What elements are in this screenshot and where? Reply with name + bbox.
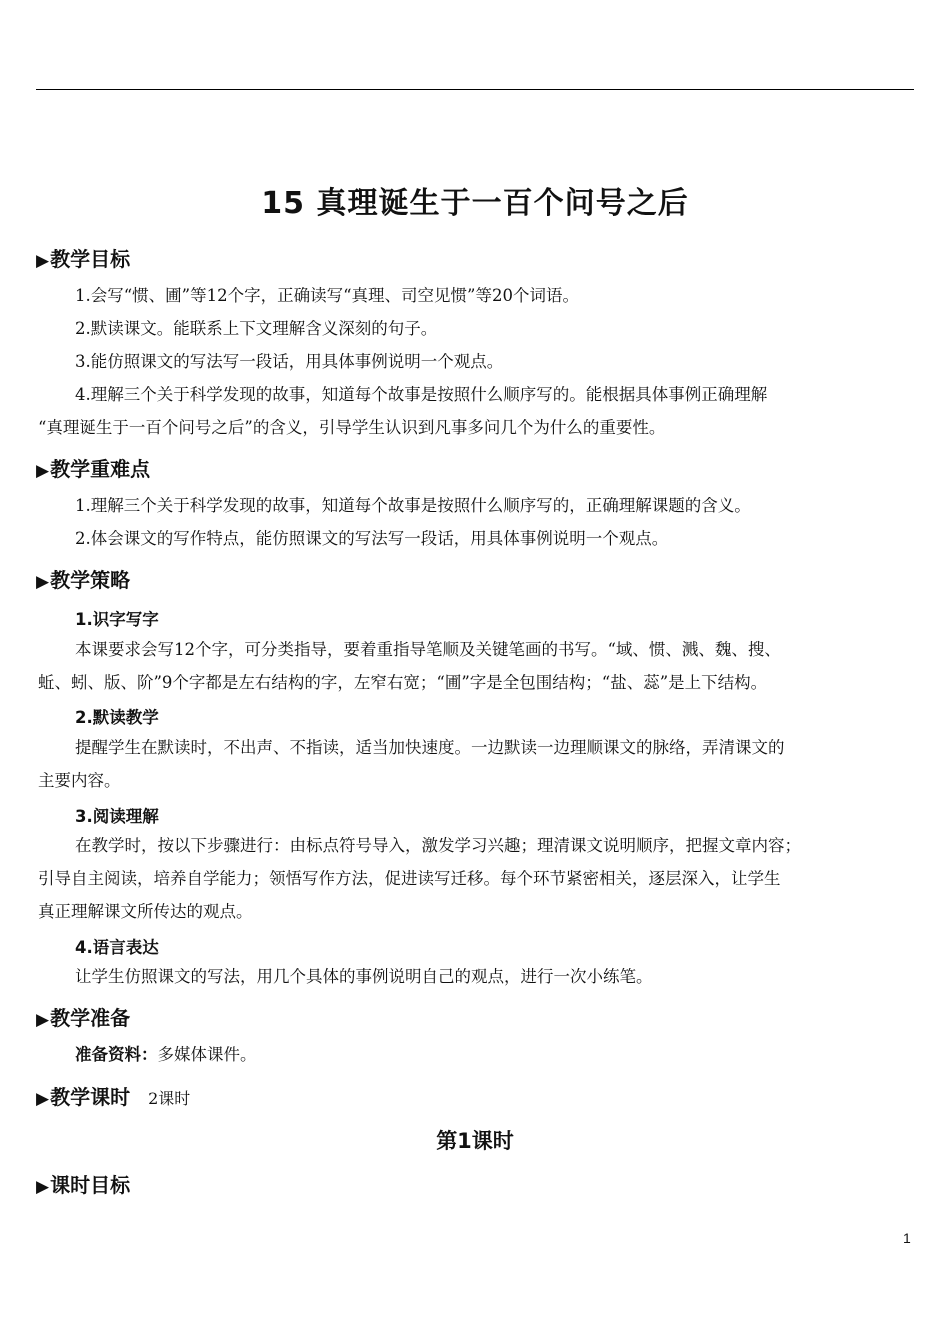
- heading-lesson-goals: ▶课时目标: [36, 1173, 131, 1197]
- goal-item-3: 3.能仿照课文的写法写一段话，用具体事例说明一个观点。: [75, 352, 504, 371]
- goal-item-1: 1.会写“惯、圃”等12个字，正确读写“真理、司空见惯”等20个词语。: [75, 286, 579, 305]
- strategy-1-line-1: 本课要求会写12个字，可分类指导，要着重指导笔顺及关键笔画的书写。“域、惯、溅、魏、搜、: [75, 640, 781, 659]
- heading-prep: ▶教学准备: [36, 1006, 131, 1030]
- strategy-1-line-2: 蚯、蚓、版、阶”9个字都是左右结构的字，左窄右宽；“圃”字是全包围结构；“盐、蕊”是上下结构。: [38, 673, 768, 692]
- heading-strategy: ▶教学策略: [36, 568, 131, 592]
- triangle-icon: ▶: [36, 1010, 50, 1030]
- strategy-3-line-2: 引导自主阅读，培养自学能力；领悟写作方法，促进读写迁移。每个环节紧密相关，逐层深入，让学生: [38, 869, 781, 888]
- strategy-sub-3: 3.阅读理解: [75, 807, 159, 826]
- strategy-4-line-1: 让学生仿照课文的写法，用几个具体的事例说明自己的观点，进行一次小练笔。: [75, 967, 653, 986]
- prep-value: 多媒体课件。: [157, 1045, 257, 1064]
- strategy-sub-4: 4.语言表达: [75, 938, 159, 957]
- heading-goals: ▶教学目标: [36, 247, 131, 271]
- strategy-sub-2: 2.默读教学: [75, 708, 159, 727]
- hours-value: 2课时: [148, 1089, 191, 1108]
- goal-item-4: 4.理解三个关于科学发现的故事，知道每个故事是按照什么顺序写的。能根据具体事例正确理解: [75, 385, 768, 404]
- triangle-icon: ▶: [36, 251, 50, 271]
- lesson-title: 第1课时: [436, 1129, 514, 1153]
- goal-item-2: 2.默读课文。能联系上下文理解含义深刻的句子。: [75, 319, 438, 338]
- key-point-1: 1.理解三个关于科学发现的故事，知道每个故事是按照什么顺序写的，正确理解课题的含义。: [75, 496, 751, 515]
- triangle-icon: ▶: [36, 1177, 50, 1197]
- strategy-2-line-1: 提醒学生在默读时，不出声、不指读，适当加快速度。一边默读一边理顺课文的脉络，弄清课文的: [75, 738, 785, 757]
- heading-hours: ▶教学课时 2课时: [36, 1085, 191, 1109]
- strategy-2-line-2: 主要内容。: [38, 771, 121, 790]
- strategy-3-line-3: 真正理解课文所传达的观点。: [38, 902, 253, 921]
- triangle-icon: ▶: [36, 461, 50, 481]
- triangle-icon: ▶: [36, 1089, 50, 1109]
- page-number: 1: [903, 1230, 911, 1246]
- goal-item-4-cont: “真理诞生于一百个问号之后”的含义，引导学生认识到凡事多问几个为什么的重要性。: [38, 418, 666, 437]
- strategy-sub-1: 1.识字写字: [75, 610, 159, 629]
- prep-label: 准备资料：: [75, 1045, 158, 1064]
- header-rule: [36, 89, 914, 90]
- strategy-3-line-1: 在教学时，按以下步骤进行：由标点符号导入，激发学习兴趣；理清课文说明顺序，把握文章内容；: [75, 836, 801, 855]
- key-point-2: 2.体会课文的写作特点，能仿照课文的写法写一段话，用具体事例说明一个观点。: [75, 529, 669, 548]
- heading-key-points: ▶教学重难点: [36, 457, 151, 481]
- prep-line: [75, 1045, 257, 1065]
- triangle-icon: ▶: [36, 572, 50, 592]
- page-title: 15 真理诞生于一百个问号之后: [261, 186, 689, 221]
